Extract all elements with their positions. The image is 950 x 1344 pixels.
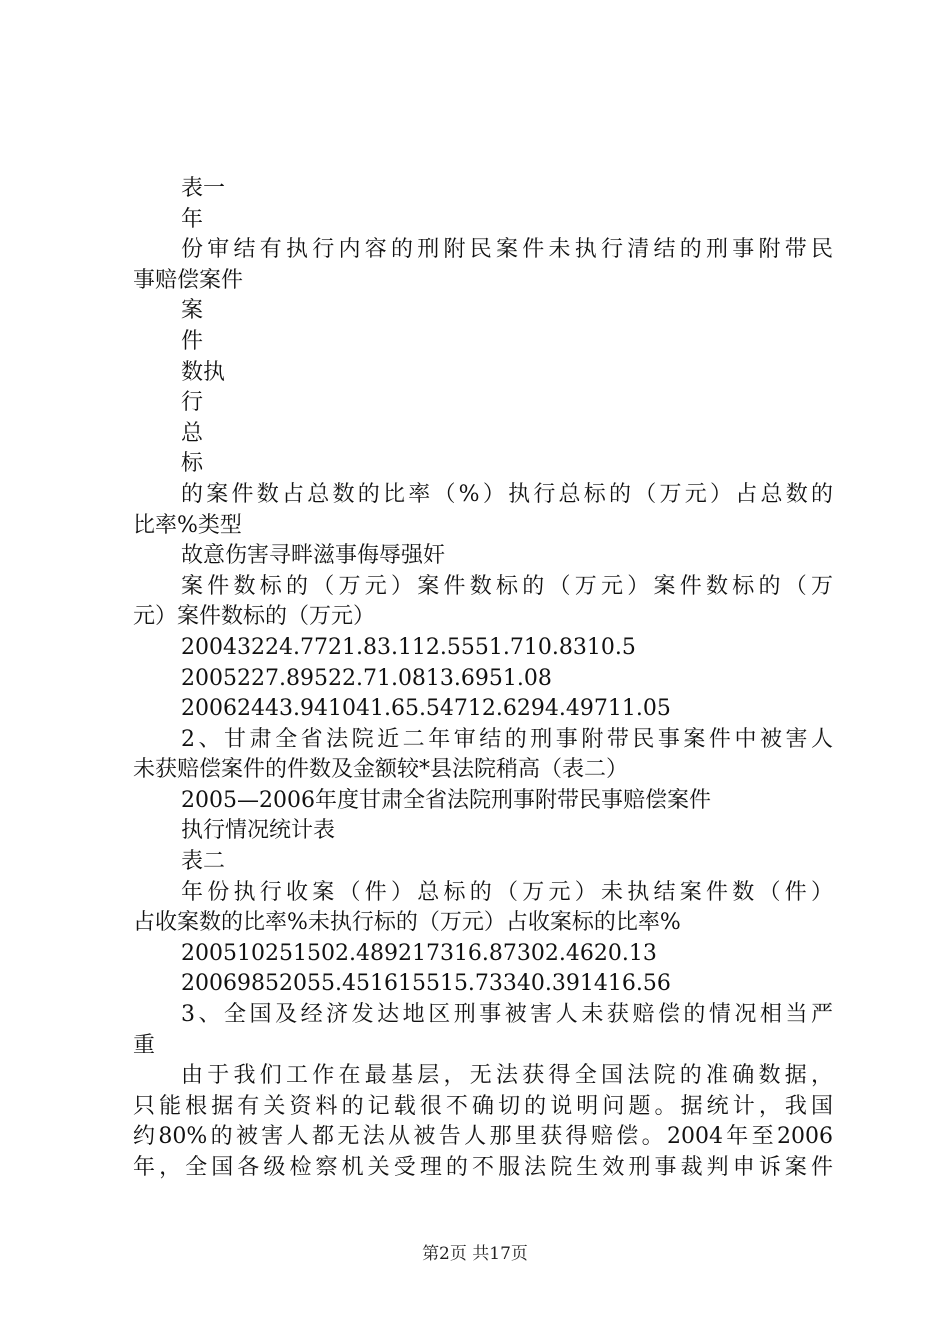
table-data-row: 20043224.7721.83.112.5551.710.8310.5: [181, 634, 636, 660]
table-title: 2005—2006年度甘肃全省法院刑事附带民事赔偿案件: [181, 787, 711, 813]
paragraph-line: 只能根据有关资料的记载很不确切的说明问题。据统计，我国: [133, 1093, 833, 1119]
text-line: 比率%类型: [133, 512, 242, 538]
table-data-row: 20062443.941041.65.54712.6294.49711.05: [181, 696, 671, 722]
table-header-row: 占收案数的比率%未执行标的（万元）占收案标的比率%: [133, 910, 681, 936]
table-data-row: 200510251502.489217316.87302.4620.13: [181, 940, 657, 966]
text-line: 的案件数占总数的比率（%）执行总标的（万元）占总数的: [181, 481, 833, 507]
text-line: 案件数标的（万元）案件数标的（万元）案件数标的（万: [181, 573, 833, 599]
table-title: 执行情况统计表: [181, 818, 336, 844]
text-line: 总: [181, 420, 204, 446]
table-data-row: 20069852055.451615515.73340.391416.56: [181, 971, 671, 997]
paragraph-line: 年，全国各级检察机关受理的不服法院生效刑事裁判申诉案件: [133, 1155, 833, 1180]
text-line: 故意伤害寻畔滋事侮辱强奸: [181, 543, 446, 569]
section-heading: 3、全国及经济发达地区刑事被害人未获赔偿的情况相当严: [181, 1002, 833, 1028]
table-data-row: 2005227.89522.71.0813.6951.08: [181, 665, 552, 691]
section-heading: 2、甘肃全省法院近二年审结的刑事附带民事案件中被害人: [181, 726, 833, 752]
text-line: 事赔偿案件: [133, 267, 244, 293]
text-line: 行: [181, 390, 204, 416]
text-line: 件: [181, 328, 204, 354]
text-line: 重: [133, 1032, 156, 1058]
paragraph-line: 约80%的被害人都无法从被告人那里获得赔偿。2004年至2006: [133, 1124, 833, 1150]
table-caption: 表二: [181, 849, 226, 875]
text-line: 标: [181, 451, 204, 477]
text-line: 数执: [181, 359, 226, 385]
text-line: 年: [181, 206, 204, 232]
paragraph-line: 由于我们工作在最基层，无法获得全国法院的准确数据，: [181, 1063, 833, 1089]
text-line: 元）案件数标的（万元）: [133, 604, 376, 630]
table-caption: 表一: [181, 176, 226, 201]
table-header-row: 年份执行收案（件）总标的（万元）未执结案件数（件）: [181, 879, 833, 905]
page-number-footer: 第2页 共17页: [422, 1244, 528, 1264]
document-body: [133, 174, 833, 1184]
text-line: 未获赔偿案件的件数及金额较*县法院稍高（表二）: [133, 757, 629, 783]
text-line: 案: [181, 298, 204, 324]
text-line: 份审结有执行内容的刑附民案件未执行清结的刑事附带民: [181, 237, 833, 263]
